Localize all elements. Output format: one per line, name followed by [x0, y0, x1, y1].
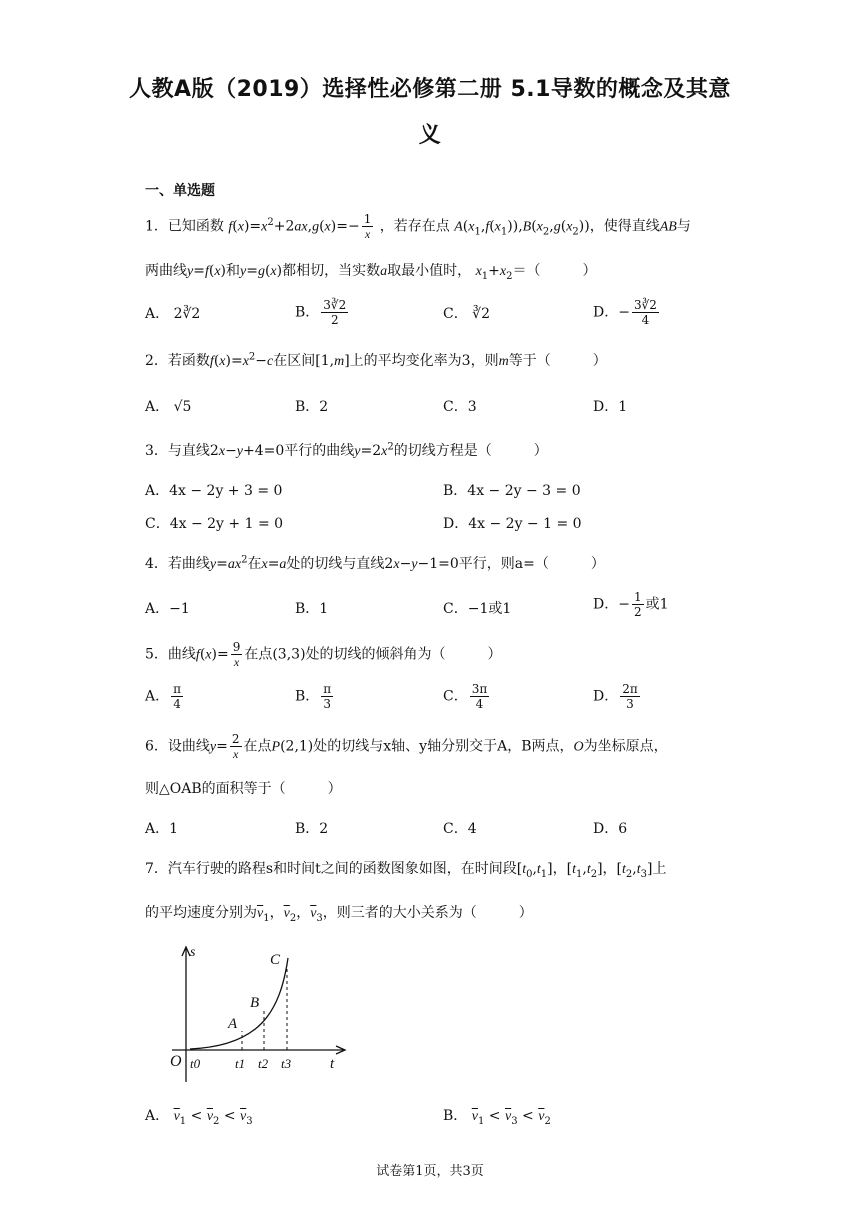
question-1: 1．已知函数 $f(x)=x^2+2ax,g(x)=-$ $\frac{1}{x}$ ，若存在点 $A(x_1,f(x_1)),B(x_2,g(x_2))$，使得直线AB与 — [145, 212, 691, 241]
question-7: 7．汽车行驶的路程s和时间t之间的函数图象如图，在时间段$[t_0,t_1]$，$[t_1,t_2]$，$[t_2,t_3]$上 — [145, 861, 667, 880]
tick-label-t3: t3 — [281, 1056, 292, 1071]
question-4: 4．若曲线$y=ax^2$在x=a处的切线与直线2x−y−1=0平行，则a=（ ） — [145, 554, 605, 572]
q1-option-a: A． 2∛2 — [145, 306, 201, 322]
q5-option-d: D． $\frac{2\pi}{3}$ — [593, 682, 638, 711]
point-label-b: B — [250, 995, 260, 1011]
q3-option-d: D．4x − 2y − 1 = 0 — [443, 516, 582, 532]
q2-option-d: D．1 — [593, 399, 628, 415]
q2-option-a: A． √5 — [145, 399, 192, 415]
question-3: 3．与直线2x−y+4=0平行的曲线$y=2x^2$的切线方程是（ ） — [145, 441, 548, 459]
q3-option-c: C．4x − 2y + 1 = 0 — [145, 516, 284, 532]
page-footer: 试卷第1页，共3页 — [376, 1164, 484, 1179]
q4-option-b: B．1 — [295, 601, 329, 617]
question-2: 2．若函数$f(x)=x^2-c$在区间[1,m]上的平均变化率为3，则m等于（ ） — [145, 351, 607, 369]
question-6: 6．设曲线y= $\frac{2}{x}$ 在点P(2,1)处的切线与x轴、y轴分别交于A，B两点，O为坐标原点， — [145, 732, 668, 761]
question-7-line2: 的平均速度分别为$\overline{v}_1$，$\overline{v}_2$，$\overline{v}_3$，则三者的大小关系为（ ） — [145, 905, 533, 924]
point-label-a: A — [228, 1016, 238, 1032]
question-6-line2: 则△OAB的面积等于（ ） — [145, 781, 342, 797]
origin-label: O — [170, 1053, 182, 1070]
q2-option-b: B．2 — [295, 399, 329, 415]
q4-option-a: A．−1 — [145, 601, 190, 617]
q6-option-c: C．4 — [443, 821, 477, 837]
tick-label-t1: t1 — [235, 1056, 246, 1071]
q1-option-d: D．− $\frac{3∛2}{4}$ — [593, 298, 657, 327]
q5-option-b: B． $\frac{\pi}{3}$ — [295, 682, 332, 711]
q5-option-c: C． $\frac{3\pi}{4}$ — [443, 682, 488, 711]
q3-option-b: B．4x − 2y − 3 = 0 — [443, 483, 581, 499]
q7-option-a: A． $\overline{v}_1 < \overline{v}_2 < \overline{v}_3$ — [145, 1108, 253, 1127]
tick-label-t2: t2 — [258, 1056, 269, 1071]
q4-option-c: C．−1或1 — [443, 601, 512, 617]
axis-label-s: s — [190, 945, 196, 960]
section-heading: 一、单选题 — [145, 183, 215, 199]
distance-time-graph — [150, 942, 355, 1087]
q7-option-b: B． $\overline{v}_1 < \overline{v}_3 < \overline{v}_2$ — [443, 1108, 551, 1127]
q1-option-b: B． $\frac{3∛2}{2}$ — [295, 298, 347, 327]
page-title: 人教A版（2019）选择性必修第二册 5.1导数的概念及其意 — [129, 77, 731, 102]
point-label-c: C — [270, 952, 281, 968]
tick-label-t0: t0 — [190, 1056, 201, 1071]
q5-option-a: A． $\frac{\pi}{4}$ — [145, 682, 182, 711]
q6-option-d: D．6 — [593, 821, 628, 837]
distance-curve — [190, 958, 288, 1049]
q4-option-d: D．− $\frac{1}{2}$ 或1 — [593, 590, 669, 619]
question-1-line2: 两曲线y=f(x)和y=g(x)都相切，当实数a取最小值时， $x_1+x_2=$（ ） — [145, 263, 597, 282]
q2-option-c: C．3 — [443, 399, 477, 415]
q1-option-c: C． ∛2 — [443, 306, 490, 322]
question-5: 5．曲线f(x)= $\frac{9}{x}$ 在点(3,3)处的切线的倾斜角为（ ） — [145, 640, 502, 669]
q6-option-a: A．1 — [145, 821, 179, 837]
axis-label-t: t — [330, 1056, 335, 1072]
q6-option-b: B．2 — [295, 821, 329, 837]
page-title-cont: 义 — [418, 123, 442, 148]
q3-option-a: A．4x − 2y + 3 = 0 — [145, 483, 283, 499]
